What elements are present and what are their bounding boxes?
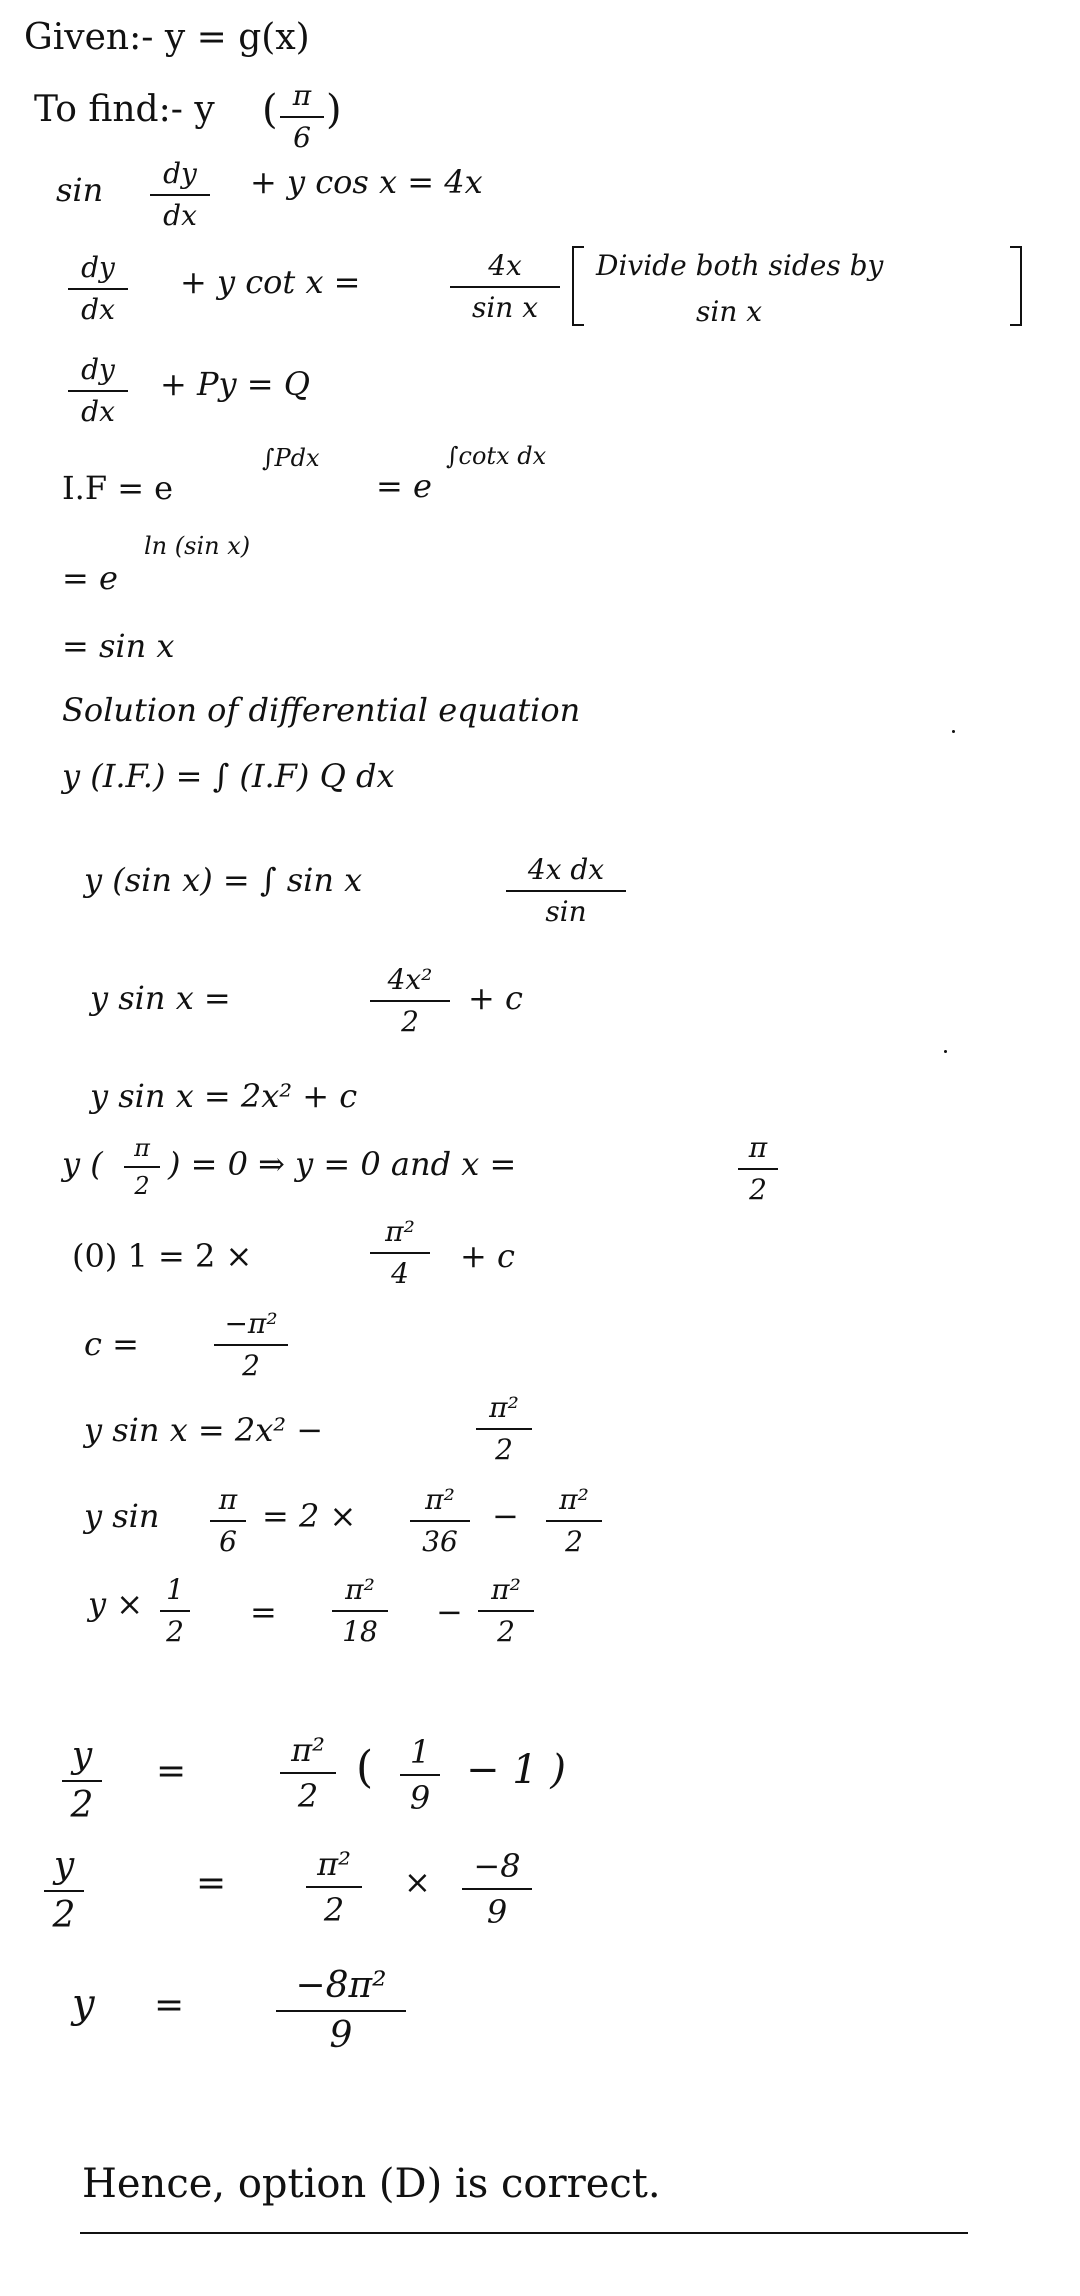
- line15-fraction: [370, 1215, 430, 1290]
- line16-fraction: [214, 1307, 288, 1382]
- line18-middle: = 2 ×: [262, 1497, 357, 1535]
- fraction-denominator: 9: [329, 2015, 353, 2056]
- fraction-bar: [68, 390, 128, 392]
- fraction-denominator: 2: [70, 1785, 94, 1826]
- derivative-numerator: dy: [81, 353, 115, 386]
- line22-fraction: [276, 1965, 406, 2056]
- fraction-denominator: 2: [134, 1172, 150, 1200]
- line20-inner-fraction: [400, 1733, 440, 1817]
- fraction-numerator: 4x dx: [527, 853, 605, 886]
- line16-left: c =: [84, 1325, 139, 1363]
- fraction-numerator: π²: [317, 1845, 351, 1883]
- fraction-bar: [62, 1780, 102, 1782]
- fraction-bar: [68, 288, 128, 290]
- line8: = sin x: [62, 627, 175, 665]
- scan-speck: [952, 730, 955, 733]
- fraction-numerator: π²: [385, 1215, 415, 1248]
- fraction-numerator: π: [218, 1483, 238, 1516]
- line5-rest: + Py = Q: [160, 365, 310, 403]
- line9-heading: Solution of differential equation: [62, 691, 581, 729]
- fraction-denominator: sin: [545, 895, 587, 928]
- line6-mid: = e: [376, 467, 432, 505]
- fraction-bar: [506, 890, 626, 892]
- derivative-numerator: dy: [81, 251, 115, 284]
- line3-rest: + y cos x = 4x: [250, 163, 483, 201]
- fraction-bar: [150, 194, 210, 196]
- fraction-bar: [546, 1520, 602, 1522]
- fraction-bar: [280, 1772, 336, 1774]
- scan-speck: [944, 1050, 947, 1053]
- to-find-argument: [280, 79, 324, 154]
- line20-equals: =: [156, 1751, 187, 1792]
- fraction-bar: [332, 1610, 388, 1612]
- derivative-denominator: dx: [81, 395, 115, 428]
- line19-equals: =: [250, 1593, 277, 1631]
- fraction-bar: [214, 1344, 288, 1346]
- to-find-paren-close: ): [326, 87, 342, 133]
- line6-if: I.F = e: [62, 469, 174, 507]
- fraction-bar: [400, 1774, 440, 1776]
- line12-right: + c: [468, 979, 523, 1017]
- line21-fraction1: [306, 1845, 362, 1929]
- line11-left: y (sin x) = ∫ sin x: [84, 861, 363, 899]
- fraction-denominator: 18: [342, 1615, 378, 1648]
- line5-derivative: [68, 353, 128, 428]
- fraction-bar: [280, 116, 324, 118]
- fraction-bar: [370, 1252, 430, 1254]
- line21-fraction2: [462, 1847, 532, 1931]
- fraction-bar: [450, 286, 560, 288]
- fraction-denominator: 2: [497, 1615, 515, 1648]
- line12-left: y sin x =: [90, 979, 231, 1017]
- fraction-numerator: π²: [425, 1483, 455, 1516]
- line7-exponent: ln (sin x): [144, 532, 251, 560]
- line19-fraction1: [332, 1573, 388, 1648]
- line21-equals: =: [196, 1863, 227, 1904]
- line12-fraction: [370, 963, 450, 1038]
- fraction-numerator: π²: [491, 1573, 521, 1606]
- fraction-denominator: 2: [242, 1349, 260, 1382]
- fraction-numerator: π²: [291, 1731, 325, 1769]
- line19-minus: −: [436, 1593, 463, 1631]
- line21-times: ×: [404, 1863, 431, 1901]
- fraction-numerator: π²: [489, 1391, 519, 1424]
- fraction-bar: [462, 1888, 532, 1890]
- fraction-bar: [478, 1610, 534, 1612]
- line6-exponent2: ∫cotx dx: [446, 442, 547, 470]
- fraction-bar: [124, 1166, 160, 1168]
- rhs-numerator: 4x: [488, 249, 522, 282]
- derivative-denominator: dx: [163, 199, 197, 232]
- fraction-denominator: 2: [495, 1433, 513, 1466]
- line21-left-fraction: [44, 1845, 84, 1936]
- derivative-denominator: dx: [81, 293, 115, 326]
- line14-middle: ) = 0 ⇒ y = 0 and x =: [168, 1145, 517, 1183]
- fraction-bar: [210, 1520, 246, 1522]
- note-bracket-left: [572, 246, 584, 326]
- line14-argument: [124, 1136, 160, 1198]
- line18-argument: [210, 1483, 246, 1558]
- to-find-arg-numerator: π: [292, 79, 312, 112]
- line6-exponent1: ∫Pdx: [262, 444, 320, 472]
- fraction-numerator: 1: [409, 1733, 431, 1771]
- line7: = e: [62, 559, 118, 597]
- fraction-denominator: 9: [486, 1893, 508, 1931]
- fraction-denominator: 6: [219, 1525, 237, 1558]
- fraction-numerator: y: [71, 1735, 93, 1776]
- line3-sin: sin: [56, 171, 104, 209]
- fraction-numerator: y: [53, 1845, 75, 1886]
- fraction-denominator: 2: [297, 1777, 319, 1815]
- note-bracket-right: [1010, 246, 1022, 326]
- fraction-denominator: 2: [323, 1891, 345, 1929]
- line22-y: y: [72, 1981, 95, 2027]
- line4-note-bottom: sin x: [696, 295, 763, 328]
- conclusion-underline: [80, 2232, 968, 2234]
- conclusion-text: Hence, option (D) is correct.: [82, 2161, 661, 2207]
- line4-note-top: Divide both sides by: [596, 249, 884, 282]
- line18-fraction1: [410, 1483, 470, 1558]
- line18-fraction2: [546, 1483, 602, 1558]
- line20-left-fraction: [62, 1735, 102, 1826]
- line3-derivative: [150, 157, 210, 232]
- line11-fraction: [506, 853, 626, 928]
- line19-left: y ×: [88, 1585, 144, 1623]
- fraction-denominator: 2: [52, 1895, 76, 1936]
- line19-left-fraction: [160, 1573, 190, 1648]
- line4-derivative: [68, 251, 128, 326]
- line18-minus: −: [492, 1497, 519, 1535]
- fraction-bar: [738, 1168, 778, 1170]
- rhs-denominator: sin x: [471, 291, 539, 324]
- line15-right: + c: [460, 1237, 515, 1275]
- fraction-denominator: 2: [749, 1173, 767, 1206]
- fraction-denominator: 36: [422, 1525, 458, 1558]
- fraction-denominator: 4: [391, 1257, 409, 1290]
- line22-equals: =: [154, 1985, 185, 2026]
- fraction-bar: [410, 1520, 470, 1522]
- line17-left: y sin x = 2x² −: [84, 1411, 324, 1449]
- fraction-bar: [306, 1886, 362, 1888]
- fraction-numerator: π²: [559, 1483, 589, 1516]
- line4-rhs: [450, 249, 560, 324]
- line20-tail: − 1 ): [466, 1747, 566, 1793]
- derivative-numerator: dy: [163, 157, 197, 190]
- fraction-bar: [276, 2010, 406, 2012]
- line17-fraction: [476, 1391, 532, 1466]
- line4-middle: + y cot x =: [180, 263, 361, 301]
- line15-left: (0) 1 = 2 ×: [72, 1237, 253, 1275]
- fraction-numerator: π: [134, 1134, 150, 1162]
- fraction-denominator: 9: [409, 1779, 431, 1817]
- fraction-denominator: 2: [166, 1615, 184, 1648]
- to-find-label: To find:- y: [34, 89, 215, 130]
- fraction-numerator: π: [748, 1131, 768, 1164]
- fraction-numerator: −8π²: [295, 1965, 387, 2006]
- given-line: Given:- y = g(x): [24, 17, 310, 58]
- fraction-denominator: 2: [565, 1525, 583, 1558]
- line18-left: y sin: [84, 1497, 160, 1535]
- fraction-numerator: −8: [473, 1847, 521, 1885]
- fraction-bar: [44, 1890, 84, 1892]
- fraction-numerator: 4x²: [387, 963, 433, 996]
- to-find-arg-denominator: 6: [293, 121, 311, 154]
- line20-fraction: [280, 1731, 336, 1815]
- fraction-numerator: −π²: [224, 1307, 278, 1340]
- line13: y sin x = 2x² + c: [90, 1077, 358, 1115]
- to-find-paren-open: (: [262, 87, 278, 133]
- fraction-bar: [476, 1428, 532, 1430]
- fraction-bar: [160, 1610, 190, 1612]
- fraction-numerator: 1: [166, 1573, 184, 1606]
- line19-fraction2: [478, 1573, 534, 1648]
- line20-paren-open: (: [356, 1742, 374, 1793]
- line10: y (I.F.) = ∫ (I.F) Q dx: [62, 757, 395, 795]
- fraction-bar: [370, 1000, 450, 1002]
- line14-rhs: [738, 1131, 778, 1206]
- fraction-denominator: 2: [401, 1005, 419, 1038]
- line14-left: y (: [62, 1145, 103, 1183]
- fraction-numerator: π²: [345, 1573, 375, 1606]
